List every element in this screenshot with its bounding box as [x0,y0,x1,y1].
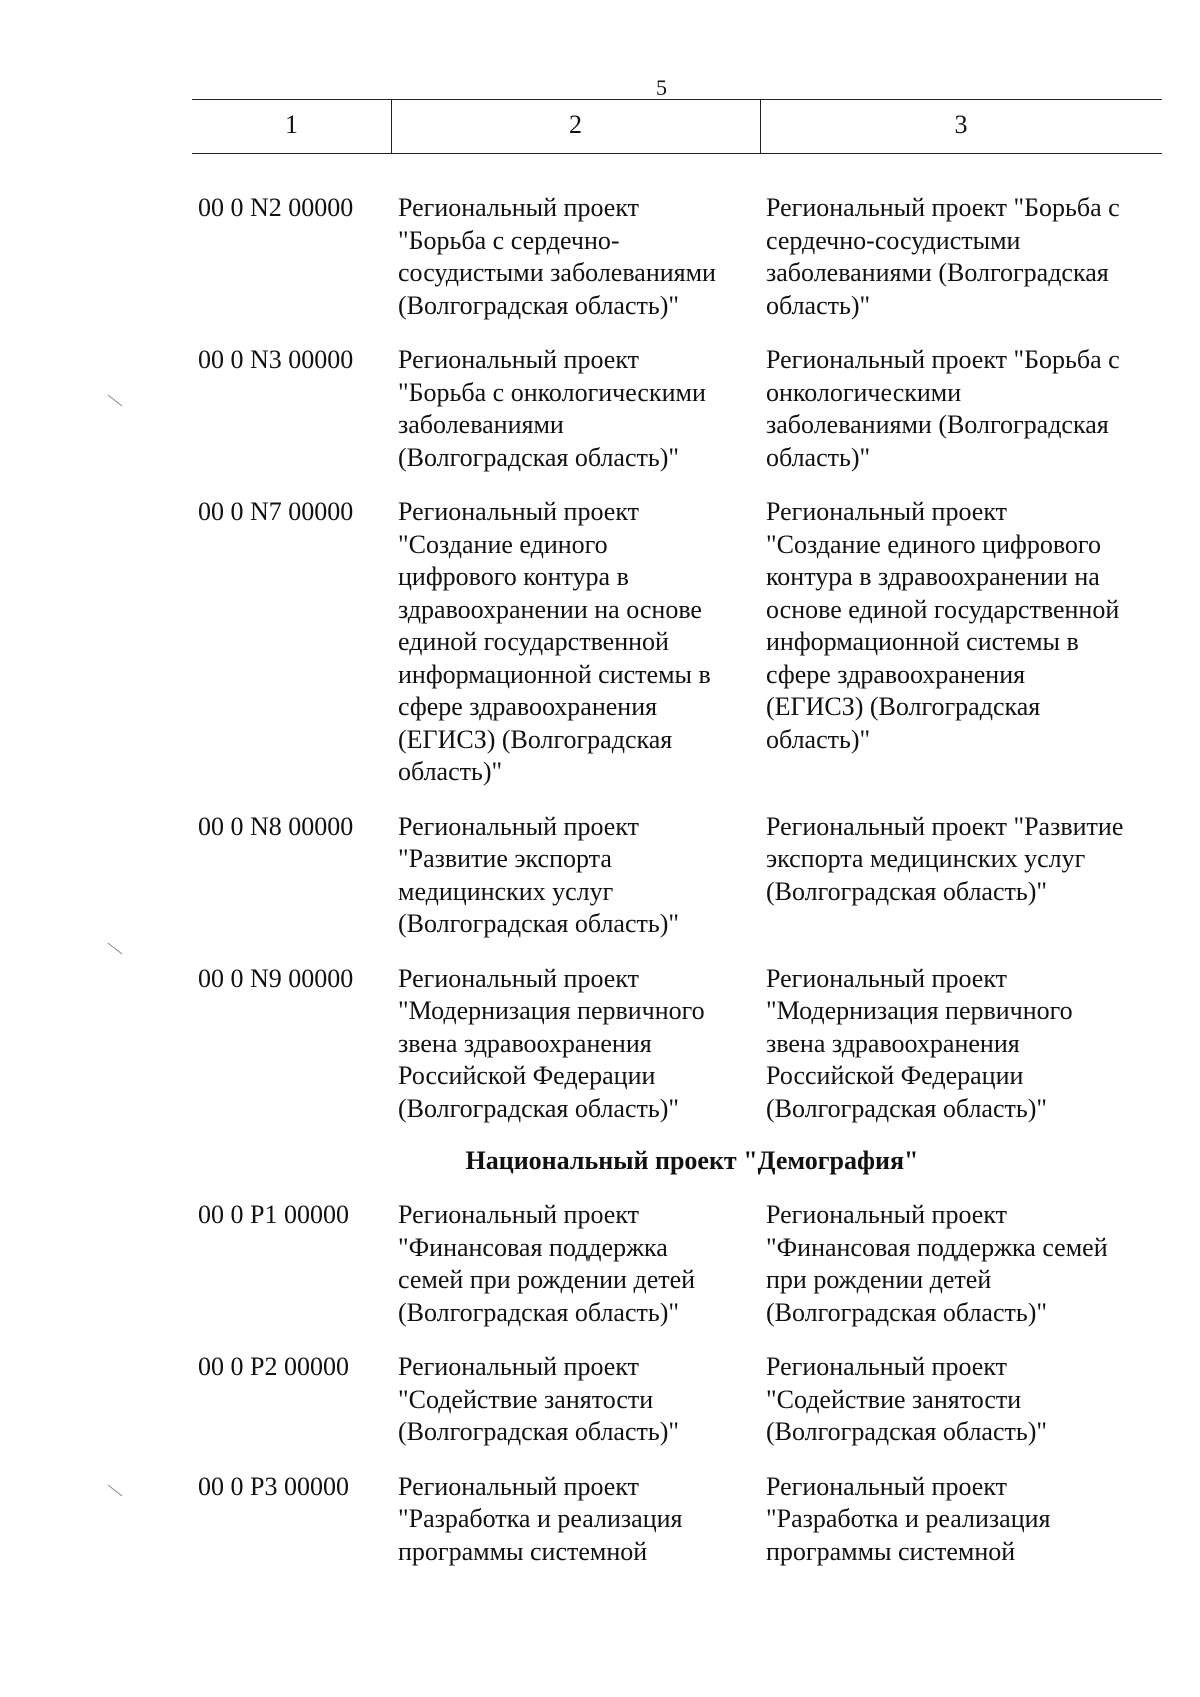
row-name: Региональный проект "Разработка и реализация программы системной [398,1471,683,1566]
scan-binding-mark [108,395,123,407]
scan-binding-mark [108,1485,123,1497]
row-name: Региональный проект "Борьба с сердечно- сосудистыми заболеваниями (Волгоградская область)" [398,193,716,320]
row-code: 00 0 N3 00000 [198,345,354,374]
row-full-name: Региональный проект "Борьба с сердечно-сосудистыми заболеваниями (Волгоградская область)" [766,193,1120,320]
row-full-name: Региональный проект "Развитие экспорта медицинских услуг (Волгоградская область)" [766,811,1124,906]
row-full-name: Региональный проект "Разработка и реализация программы системной [766,1471,1051,1566]
table-header-top-rule [192,99,1162,100]
scan-binding-mark [108,943,123,955]
row-name: Региональный проект "Создание единого цифрового контура в здравоохранении на основе единой государственной информационной системы в сфере здравоохранения (ЕГИСЗ) (Волгоградская область)" [398,497,711,786]
row-name: Региональный проект "Развитие экспорта медицинских услуг (Волгоградская область)" [398,811,679,938]
table-row [198,1471,1166,1569]
row-code: 00 0 P3 00000 [198,1471,349,1501]
row-name: Региональный проект "Модернизация первичного звена здравоохранения Российской Федерации (Волгоградская область)" [398,963,705,1123]
table-body [198,192,1166,1590]
table-header-col-2: 2 [569,110,582,139]
table-row [198,192,1166,322]
row-full-name: Региональный проект "Борьба с онкологическими заболеваниями (Волгоградская область)" [766,345,1120,472]
table-row [198,1351,1166,1449]
row-code: 00 0 P1 00000 [198,1200,349,1229]
row-full-name: Региональный проект "Содействие занятости (Волгоградская область)" [766,1352,1047,1446]
table-header-col-3: 3 [954,110,968,139]
table-header-bottom-rule [192,153,1162,154]
table-row [198,811,1166,941]
table-row [198,963,1166,1126]
table-row [198,344,1166,474]
row-full-name: Региональный проект "Создание единого цифрового контура в здравоохранении на основе единой государственной информационной системы в сфере здравоохранения (ЕГИСЗ) (Волгоградская область)" [766,497,1120,754]
table-header-col-1: 1 [285,110,298,139]
row-code: 00 0 N2 00000 [198,193,354,222]
row-full-name: Региональный проект "Модернизация первичного звена здравоохранения Российской Федерации (Волгоградская область)" [766,963,1073,1123]
row-code: 00 0 N9 00000 [198,963,354,993]
table-row [198,496,1166,789]
page-number: 5 [656,75,667,100]
row-name: Региональный проект "Финансовая поддержка семей при рождении детей (Волгоградская область)" [398,1200,696,1327]
row-code: 00 0 P2 00000 [198,1352,349,1381]
section-heading: Национальный проект "Демография" [465,1146,919,1175]
row-code: 00 0 N7 00000 [198,497,354,526]
row-name: Региональный проект "Борьба с онкологическими заболеваниями (Волгоградская область)" [398,345,706,472]
row-full-name: Региональный проект "Финансовая поддержка семей при рождении детей (Волгоградская область)" [766,1200,1108,1327]
table-row [198,1199,1166,1329]
row-name: Региональный проект "Содействие занятости (Волгоградская область)" [398,1352,679,1446]
row-code: 00 0 N8 00000 [198,811,354,841]
